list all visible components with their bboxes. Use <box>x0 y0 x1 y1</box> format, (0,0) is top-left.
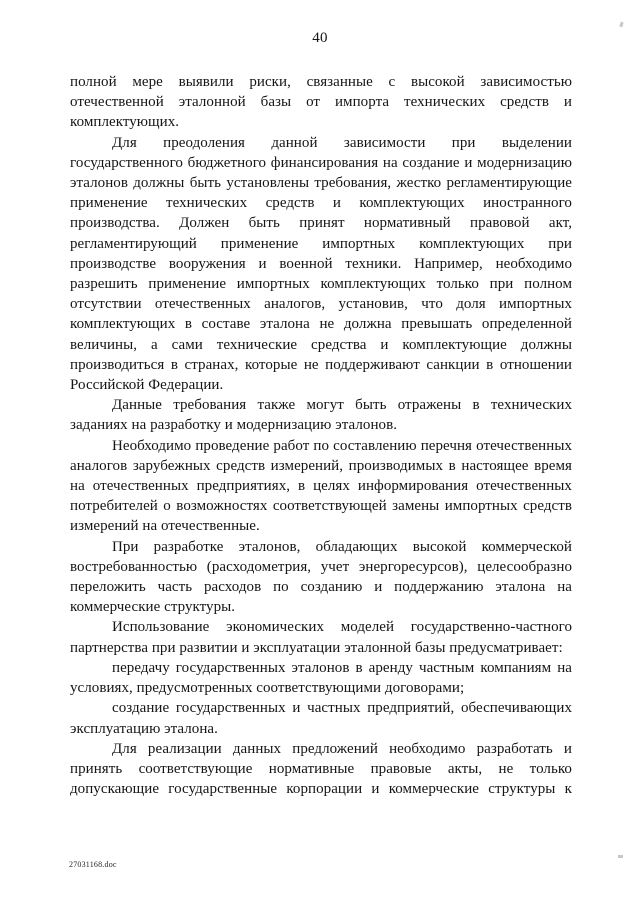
paragraph-7: Для реализации данных предложений необходимо разработать и принять соответствующие нормативные правовые акты, не только допускающие государственные корпорации и коммерческие структуры к <box>70 740 572 798</box>
body-text <box>70 72 572 799</box>
page-number: 40 <box>312 30 328 46</box>
scan-artifact-top <box>619 22 623 28</box>
paragraph-6: Использование экономических моделей государственно-частного партнерства при развитии и эксплуатации эталонной базы предусматривает: <box>70 619 572 656</box>
list-item-2: создание государственных и частных предприятий, обеспечивающих эксплуатацию эталона. <box>70 700 572 737</box>
list-item-1: передачу государственных эталонов в аренду частным компаниям на условиях, предусмотренных соответствующими договорами; <box>70 659 572 697</box>
footer-filename: 27031168.doc <box>69 860 117 869</box>
paragraph-2: Для преодоления данной зависимости при выделении государственного бюджетного финансирования на создание и модернизацию эталонов должны быть установлены требования, жестко регламентирующие применение технических средств и комплектующих иностранного производства. Должен быть принят нормативный правовой акт, регламентирующий применение импортных комплектующих при производстве вооружения и военной техники. Например, необходимо разрешить применение импортных комплектующих только при полном отсутствии отечественных аналогов, установив, что доля импортных комплектующих в составе эталона не должна превышать определенной величины, а сами технические средства и комплектующие должны производиться в странах, которые не поддерживают санкции в отношении Российской Федерации. <box>70 134 572 394</box>
paragraph-4: Необходимо проведение работ по составлению перечня отечественных аналогов зарубежных средств измерений, производимых в настоящее время на отечественных предприятиях, в целях информирования отечественных потребителей о возможностях соответствующей замены импортных средств измерений на отечественные. <box>70 437 572 535</box>
paragraph-3: Данные требования также могут быть отражены в технических заданиях на разработку и модернизацию эталонов. <box>70 397 572 434</box>
scan-artifact-bottom <box>618 855 623 858</box>
paragraph-1: полной мере выявили риски, связанные с высокой зависимостью отечественной эталонной базы от импорта технических средств и комплектующих. <box>70 74 572 131</box>
paragraph-5: При разработке эталонов, обладающих высокой коммерческой востребованностью (расходометрия, учет энергоресурсов), целесообразно переложить часть расходов по созданию и поддержанию эталона на коммерческие структуры. <box>70 538 572 616</box>
